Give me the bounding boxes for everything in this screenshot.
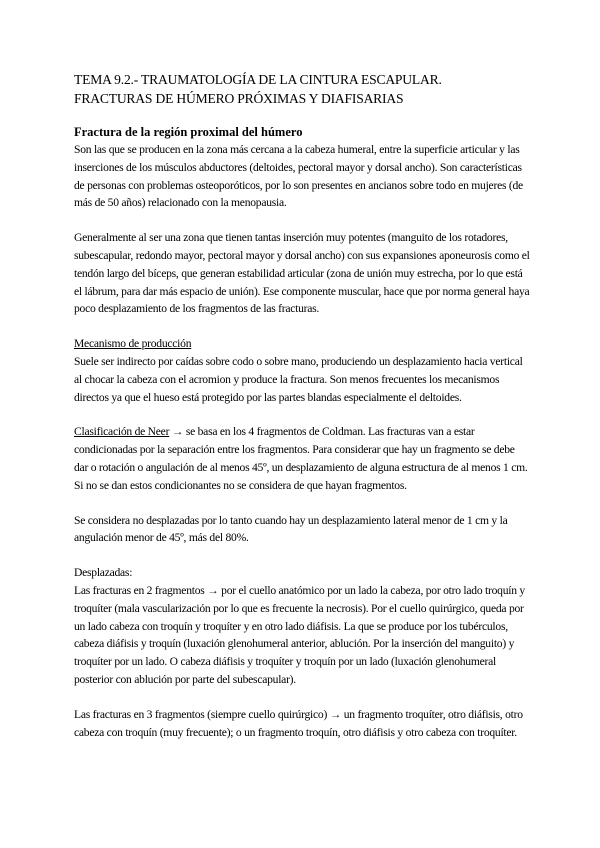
title-line-2: FRACTURAS DE HÚMERO PRÓXIMAS Y DIAFISARIAS — [74, 91, 404, 106]
paragraph-intro: Son las que se producen en la zona más cercana a la cabeza humeral, entre la superficie articular y las inserciones de los músculos abductores (deltoides, pectoral mayor y dorsal ancho). Son características de personas con problemas osteoporóticos, por lo son presentes en ancianos sobre todo en mujeres (de más de 50 años) relacionado con la menopausia. — [74, 143, 523, 210]
paragraph-3-fragmentos: Las fracturas en 3 fragmentos (siempre cuello quirúrgico) → un fragmento troquíter, otro diáfisis, otro cabeza con troquín (muy frecuente); o un fragmento troquín, otro diáfisis y otro cabeza con troquíter. — [74, 707, 523, 739]
paragraph-no-desplazadas: Se considera no desplazadas por lo tanto cuando hay un desplazamiento lateral menor de 1 cm y la angulación menor de 45º, más del 80%. — [74, 513, 508, 545]
paragraph-mecanismo: Suele ser indirecto por caídas sobre codo o sobre mano, produciendo un desplazamiento hacia vertical al chocar la cabeza con el acromion y produce la fractura. Son menos frecuentes los mecanismos directos ya que el hueso está protegido por las partes blandas especialmente el deltoides. — [74, 354, 523, 404]
mecanismo-heading: Mecanismo de producción — [74, 337, 192, 351]
title-line-1: TEMA 9.2.- TRAUMATOLOGÍA DE LA CINTURA ESCAPULAR. — [74, 72, 442, 87]
spacer — [74, 212, 530, 229]
desplazadas-label: Desplazadas: — [74, 566, 133, 580]
spacer — [74, 495, 530, 512]
paragraph-neer — [74, 423, 530, 494]
section-heading: Fractura de la región proximal del húmero — [74, 125, 303, 139]
spacer — [74, 318, 530, 335]
spacer — [74, 406, 530, 423]
paragraph-insertions: Generalmente al ser una zona que tienen tantas inserción muy potentes (manguito de los rotadores, subescapular, redondo mayor, pectoral mayor y dorsal ancho) con sus expansiones aponeurosis como el tendón largo del bíceps, que generan estabilidad articular (zona de unión muy estrecha, por lo que está el lábrum, para dar más espacio de unión). Ese componente muscular, hace que por norma general haya poco desplazamiento de los fragmentos de las fracturas. — [74, 231, 530, 316]
document-page — [74, 70, 530, 741]
spacer — [74, 547, 530, 564]
neer-text: → se basa en los 4 fragmentos de Coldman. Las fracturas van a estar condicionadas por la separación entre los fragmentos. Para considerar que hay un fragmento se debe dar o rotación o angulación de al menos 45º, un desplazamiento de alguna estructura de al menos 1 cm. Si no se dan estos condicionantes no se considera de que hayan fragmentos. — [74, 425, 528, 492]
spacer — [74, 689, 530, 706]
paragraph-2-fragmentos: Las fracturas en 2 fragmentos → por el cuello anatómico por un lado la cabeza, por otro lado troquín y troquíter (mala vascularización por lo que es frecuente la necrosis). Por el cuello quirúrgico, queda por un lado cabeza con troquín y troquíter y en otro lado diáfisis. La que se produce por los tubérculos, cabeza diáfisis y troquín (luxación glenohumeral anterior, ablución. Por la inserción del manguito) y troquíter por un lado. O cabeza diáfisis y troquíter y troquín por un lado (luxación glenohumeral posterior con ablución por parte del subescapular). — [74, 583, 525, 686]
neer-label: Clasificación de Neer — [74, 425, 170, 439]
document-title — [74, 70, 530, 108]
